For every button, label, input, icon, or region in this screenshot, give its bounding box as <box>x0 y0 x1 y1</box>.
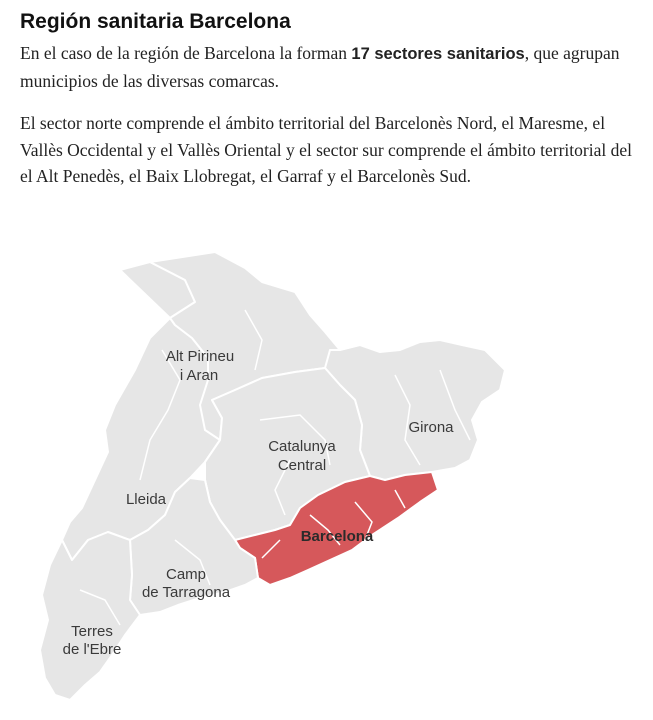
label-catalunya-central-1: Catalunya <box>268 438 336 455</box>
paragraph-intro <box>20 40 640 94</box>
label-girona: Girona <box>408 419 454 436</box>
article-title: Región sanitaria Barcelona <box>20 10 291 33</box>
paragraph-intro-highlight: 17 sectores sanitarios <box>351 45 525 63</box>
label-terres-ebre-2: de l'Ebre <box>62 641 122 658</box>
label-alt-pirineu-1: Alt Pirineu <box>165 348 235 365</box>
label-camp-tarragona-1: Camp <box>165 566 207 583</box>
label-terres-ebre-1: Terres <box>71 623 113 640</box>
catalonia-health-regions-map <box>0 240 653 720</box>
map-svg <box>0 240 653 720</box>
label-alt-pirineu-2: i Aran <box>179 367 219 384</box>
article <box>20 8 640 190</box>
paragraph-intro-after: , que agrupan municipios de las diversas comarcas. <box>20 43 620 91</box>
label-camp-tarragona-2: de Tarragona <box>141 584 231 601</box>
region-terres-ebre <box>40 532 140 700</box>
label-catalunya-central-2: Central <box>277 457 327 474</box>
paragraph-sectors: El sector norte comprende el ámbito territorial del Barcelonès Nord, el Maresme, el Vallès Occidental y el Vallès Oriental y el sector sur comprende el ámbito territorial del el Alt Penedès, el Baix Llobregat, el Garraf y el Barcelonès Sud. <box>20 113 632 186</box>
label-barcelona: Barcelona <box>300 528 374 545</box>
label-lleida: Lleida <box>125 491 167 508</box>
paragraph-intro-before: En el caso de la región de Barcelona la forman <box>20 43 352 63</box>
